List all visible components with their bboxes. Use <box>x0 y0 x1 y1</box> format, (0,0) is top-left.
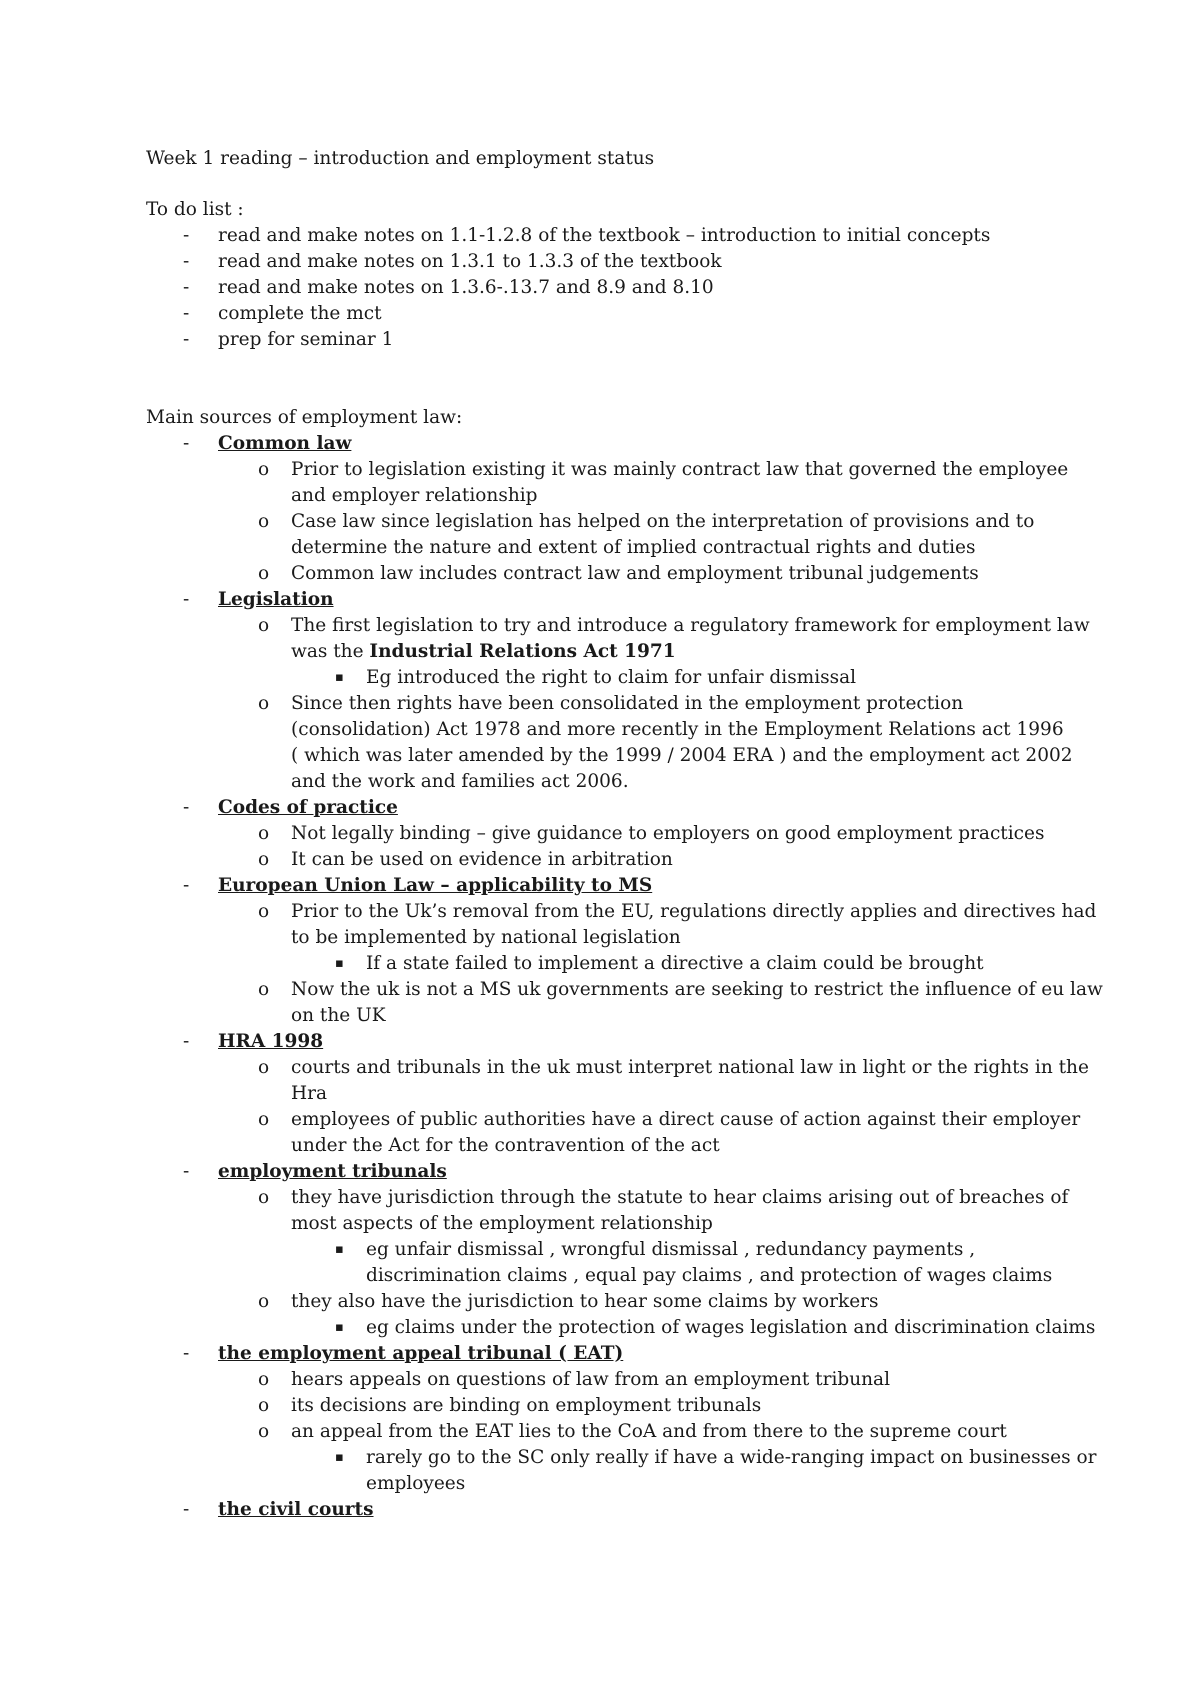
note-line: Not legally binding – give guidance to employers on good employment practices <box>291 823 1045 844</box>
circle-marker: o <box>258 511 270 532</box>
circle-marker: o <box>258 1421 270 1442</box>
note-line: If a state failed to implement a directive a claim could be brought <box>366 953 984 974</box>
dash-marker: - <box>183 1161 190 1182</box>
dash-marker: - <box>183 797 190 818</box>
circle-marker: o <box>258 459 270 480</box>
act-name: Industrial Relations Act 1971 <box>369 641 676 662</box>
circle-marker: o <box>258 693 270 714</box>
note-line: they have jurisdiction through the statute to hear claims arising out of breaches of <box>291 1187 1069 1208</box>
todo-item: read and make notes on 1.1-1.2.8 of the textbook – introduction to initial concepts <box>218 225 991 246</box>
note-line: and employer relationship <box>291 485 538 506</box>
note-line: It can be used on evidence in arbitration <box>291 849 673 870</box>
section-heading: employment tribunals <box>218 1161 447 1182</box>
dash-marker: - <box>183 329 190 350</box>
note-line: determine the nature and extent of implied contractual rights and duties <box>291 537 976 558</box>
todo-item: read and make notes on 1.3.1 to 1.3.3 of the textbook <box>218 251 722 272</box>
note-line: Prior to legislation existing it was mainly contract law that governed the employee <box>291 459 1069 480</box>
square-marker: ▪ <box>335 1242 344 1257</box>
section-heading: HRA 1998 <box>218 1031 324 1052</box>
note-line: ( which was later amended by the 1999 / 2004 ERA ) and the employment act 2002 <box>291 745 1073 766</box>
note-line: eg unfair dismissal , wrongful dismissal , redundancy payments , <box>366 1239 976 1260</box>
note-line: to be implemented by national legislation <box>291 927 681 948</box>
square-marker: ▪ <box>335 956 344 971</box>
note-line: an appeal from the EAT lies to the CoA and from there to the supreme court <box>291 1421 1007 1442</box>
circle-marker: o <box>258 823 270 844</box>
note-line: employees of public authorities have a direct cause of action against their employer <box>291 1109 1081 1130</box>
note-line: and the work and families act 2006. <box>291 771 629 792</box>
circle-marker: o <box>258 1187 270 1208</box>
note-line: Now the uk is not a MS uk governments are seeking to restrict the influence of eu law <box>291 979 1103 1000</box>
todo-label: To do list : <box>146 199 244 220</box>
dash-marker: - <box>183 875 190 896</box>
section-heading: Codes of practice <box>218 797 398 818</box>
note-line: under the Act for the contravention of the act <box>291 1135 720 1156</box>
section-heading: the civil courts <box>218 1499 374 1520</box>
note-line: discrimination claims , equal pay claims , and protection of wages claims <box>366 1265 1053 1286</box>
note-line: eg claims under the protection of wages legislation and discrimination claims <box>366 1317 1096 1338</box>
note-line: Common law includes contract law and employment tribunal judgements <box>291 563 979 584</box>
dash-marker: - <box>183 251 190 272</box>
note-line: its decisions are binding on employment tribunals <box>291 1395 762 1416</box>
note-line: employees <box>366 1473 466 1494</box>
section-heading: Legislation <box>218 589 334 610</box>
circle-marker: o <box>258 901 270 922</box>
note-line: Since then rights have been consolidated in the employment protection <box>291 693 964 714</box>
note-line: (consolidation) Act 1978 and more recently in the Employment Relations act 1996 <box>291 719 1064 740</box>
circle-marker: o <box>258 849 270 870</box>
circle-marker: o <box>258 979 270 1000</box>
circle-marker: o <box>258 1291 270 1312</box>
note-line: rarely go to the SC only really if have a wide-ranging impact on businesses or <box>366 1447 1097 1468</box>
circle-marker: o <box>258 615 270 636</box>
todo-item: complete the mct <box>218 303 382 324</box>
note-line: Prior to the Uk’s removal from the EU, regulations directly applies and directives had <box>291 901 1097 922</box>
dash-marker: - <box>183 589 190 610</box>
circle-marker: o <box>258 1395 270 1416</box>
note-line: The first legislation to try and introduce a regulatory framework for employment law <box>291 615 1090 636</box>
note-line: on the UK <box>291 1005 386 1026</box>
note-line: Case law since legislation has helped on the interpretation of provisions and to <box>291 511 1035 532</box>
note-line: most aspects of the employment relationship <box>291 1213 713 1234</box>
dash-marker: - <box>183 277 190 298</box>
sources-label: Main sources of employment law: <box>146 407 463 428</box>
circle-marker: o <box>258 1057 270 1078</box>
note-line: courts and tribunals in the uk must interpret national law in light or the rights in the <box>291 1057 1089 1078</box>
square-marker: ▪ <box>335 1450 344 1465</box>
section-heading: European Union Law – applicability to MS <box>218 875 653 896</box>
dash-marker: - <box>183 1499 190 1520</box>
circle-marker: o <box>258 1109 270 1130</box>
circle-marker: o <box>258 1369 270 1390</box>
square-marker: ▪ <box>335 1320 344 1335</box>
circle-marker: o <box>258 563 270 584</box>
dash-marker: - <box>183 303 190 324</box>
page-title: Week 1 reading – introduction and employment status <box>146 148 655 169</box>
section-heading: Common law <box>218 433 352 454</box>
dash-marker: - <box>183 225 190 246</box>
note-line: Eg introduced the right to claim for unfair dismissal <box>366 667 857 688</box>
note-text: was the <box>291 641 370 662</box>
section-heading: the employment appeal tribunal ( EAT) <box>218 1343 624 1364</box>
dash-marker: - <box>183 1031 190 1052</box>
note-line <box>291 639 676 665</box>
note-line: Hra <box>291 1083 328 1104</box>
dash-marker: - <box>183 1343 190 1364</box>
dash-marker: - <box>183 433 190 454</box>
todo-item: prep for seminar 1 <box>218 329 394 350</box>
note-line: they also have the jurisdiction to hear some claims by workers <box>291 1291 879 1312</box>
note-line: hears appeals on questions of law from an employment tribunal <box>291 1369 890 1390</box>
todo-item: read and make notes on 1.3.6-.13.7 and 8.9 and 8.10 <box>218 277 714 298</box>
square-marker: ▪ <box>335 670 344 685</box>
